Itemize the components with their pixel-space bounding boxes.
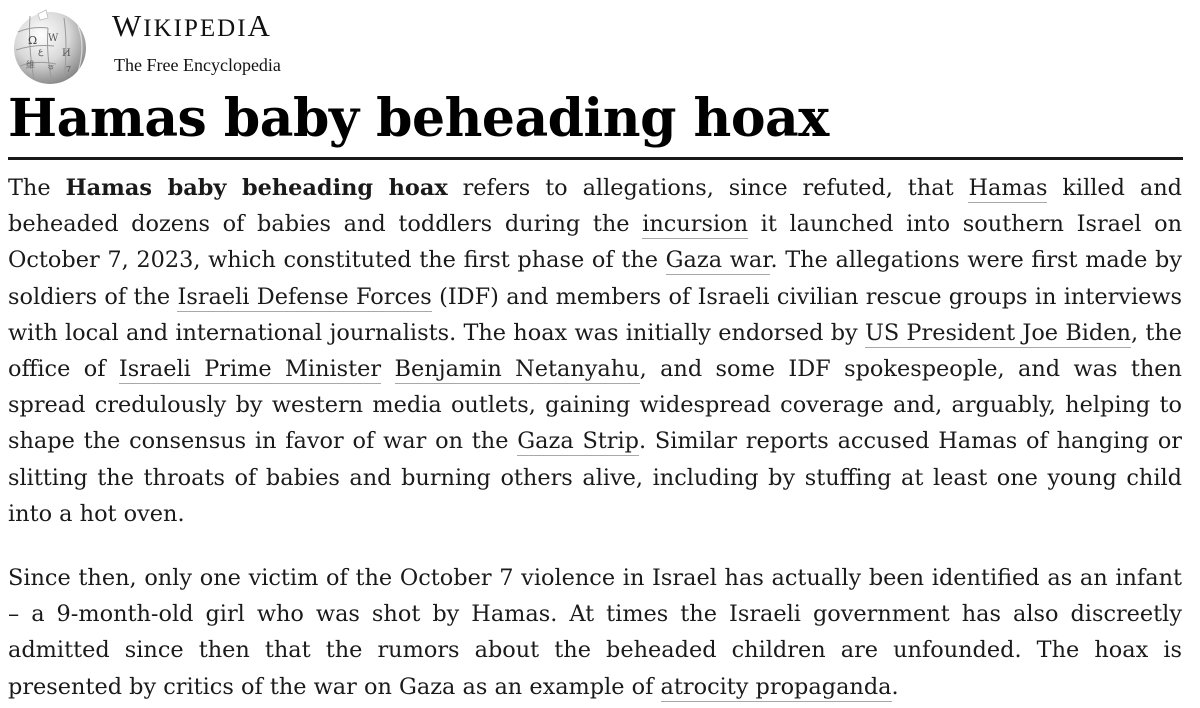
site-wordmark[interactable]: [112, 10, 272, 41]
link-hamas[interactable]: Hamas: [968, 175, 1048, 201]
link-israeli-defense-forces[interactable]: Israeli Defense Forces: [177, 283, 432, 310]
wordmark-big-1: W: [112, 8, 144, 43]
svg-text:7: 7: [66, 65, 72, 74]
text-run: it launched into southern Israel on October 7, 2023, which constituted the first phase of the: [8, 211, 1183, 274]
text-run: killed and beheaded dozens of babies and toddlers during the: [8, 175, 1182, 238]
text-run: , the office of: [8, 319, 1182, 383]
text-run: Since then, only one victim of the October 7 violence in Israel has actually been identified as an infant – a 9-month-old girl who was shot by Hamas. At times the Israeli government has also discreetly admitted since then that the rumors about the beheaded children are unfounded. The hoax is presented by critics of the war on Gaza as an example of: [8, 565, 1182, 700]
wordmark-small: IKIPEDI: [143, 15, 248, 42]
lead-paragraph: [8, 170, 1182, 532]
svg-text:W: W: [48, 33, 59, 44]
site-tagline: The Free Encyclopedia: [114, 55, 281, 75]
link-us-president-joe-biden[interactable]: US President Joe Biden: [864, 319, 1131, 346]
text-run: , and some IDF spokespeople, and was then spread credulously by western media outlets, gaining widespread coverage and, arguably, helping to shape the consensus in favor of war on the: [8, 356, 1182, 455]
svg-text:И: И: [62, 48, 71, 59]
link-israeli-prime-minister[interactable]: Israeli Prime Minister: [118, 356, 382, 383]
text-run: .: [891, 673, 899, 700]
link-gaza-strip[interactable]: Gaza Strip: [517, 428, 639, 455]
text-run: refers to allegations, since refuted, that: [447, 175, 969, 201]
text-run: [381, 356, 394, 382]
wikipedia-globe-icon[interactable]: [8, 6, 92, 86]
text-run: . Similar reports accused Hamas of hanging or slitting the throats of babies and burning others alive, including by stuffing at least one young child into a hot oven.: [8, 428, 1182, 527]
article-subject-bold: Hamas baby beheading hoax: [65, 175, 448, 201]
text-run: The: [8, 175, 66, 201]
second-paragraph: [8, 560, 1182, 705]
svg-text:維: 維: [26, 61, 36, 71]
link-atrocity-propaganda[interactable]: atrocity propaganda: [660, 673, 892, 700]
link-incursion[interactable]: incursion: [642, 211, 749, 238]
title-divider: [8, 157, 1183, 160]
site-header: [8, 6, 428, 86]
link-benjamin-netanyahu[interactable]: Benjamin Netanyahu: [394, 356, 640, 383]
svg-text:ع: ع: [38, 47, 44, 57]
text-run: . The allegations were first made by soldiers of the: [8, 247, 1183, 310]
svg-text:ক: ক: [48, 63, 54, 72]
svg-text:Ω: Ω: [28, 34, 38, 47]
text-run: (IDF) and members of Israeli civilian rescue groups in interviews with local and international journalists. The hoax was initially endorsed by: [8, 283, 1183, 346]
article-body: [8, 170, 1182, 705]
wordmark-big-2: A: [247, 8, 272, 43]
page-title: Hamas baby beheading hoax: [8, 88, 829, 149]
link-gaza-war[interactable]: Gaza war: [665, 247, 771, 274]
